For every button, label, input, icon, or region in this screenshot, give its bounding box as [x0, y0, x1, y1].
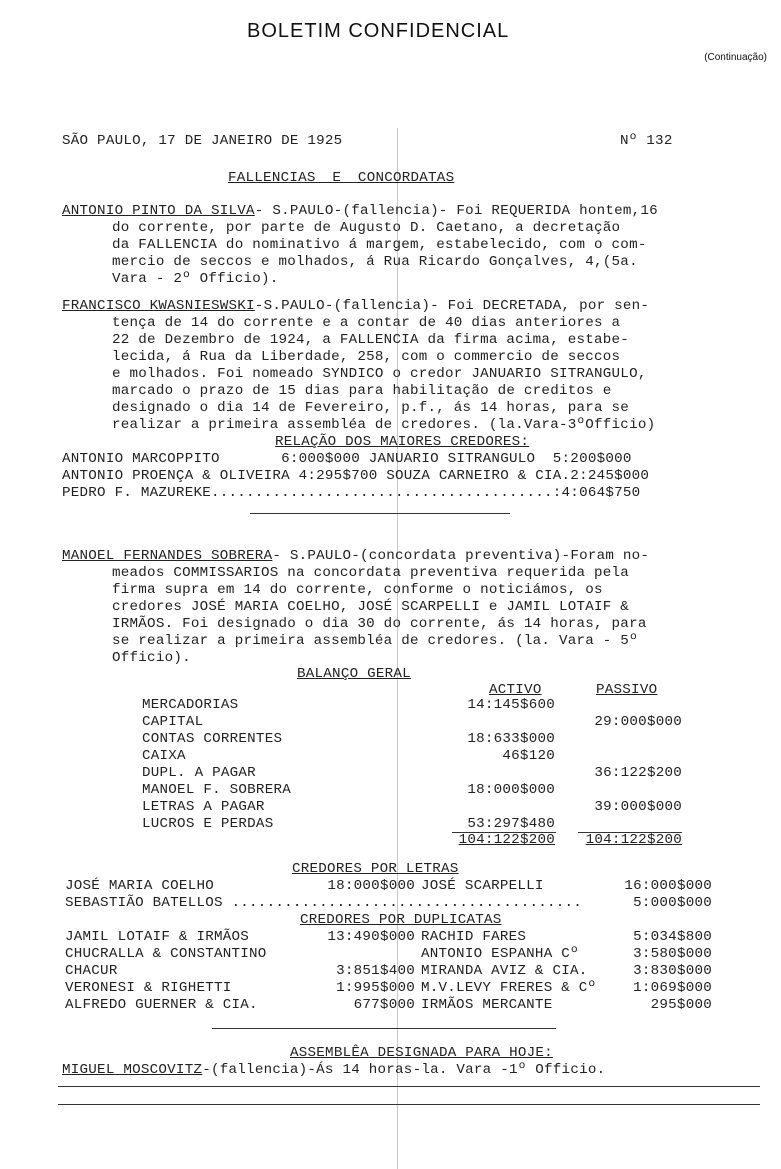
balance-label: MANOEL F. SOBRERA	[142, 782, 291, 798]
creditor-name: MIRANDA AVIZ & CIA.	[421, 963, 588, 979]
creditor-value: 13:490$000	[327, 929, 415, 945]
entry-text: credores JOSÉ MARIA COELHO, JOSÉ SCARPELLI e JAMIL LOTAIF &	[112, 599, 630, 615]
creditor-name: ALFREDO GUERNER & CIA.	[65, 997, 258, 1013]
creditor-name: RACHID FARES	[421, 929, 527, 945]
duplicatas-heading: CREDORES POR DUPLICATAS	[300, 912, 502, 928]
creditor-name: M.V.LEVY FRERES & Cº	[421, 980, 597, 996]
passivo-header: PASSIVO	[596, 682, 658, 698]
entry-text: mercio de seccos e molhados, á Rua Ricardo Gonçalves, 4,(5a.	[112, 254, 638, 270]
bulletin-number: Nº 132	[620, 133, 673, 149]
assembly-heading: ASSEMBLÊA DESIGNADA PARA HOJE:	[290, 1045, 553, 1061]
creditors-heading: RELAÇÃO DOS MAIORES CREDORES:	[275, 434, 530, 450]
total-activo: 104:122$200	[458, 832, 555, 848]
entry-text: marcado o prazo de 15 dias para habilitação de creditos e	[112, 383, 612, 399]
creditor-value: 1:069$000	[633, 980, 712, 996]
entry-1-line-1	[62, 203, 658, 219]
creditor-name: JOSÉ SCARPELLI	[421, 878, 544, 894]
balance-activo: 18:633$000	[467, 731, 555, 747]
assembly-text: -(fallencia)-Ás 14 horas-la. Vara -1º Officio.	[202, 1062, 606, 1078]
creditor-name: JOSÉ MARIA COELHO	[65, 878, 214, 894]
balance-activo: 14:145$600	[467, 697, 555, 713]
entry-text: do corrente, por parte de Augusto D. Caetano, a decretação	[112, 220, 621, 236]
creditor-name: CHUCRALLA & CONSTANTINO	[65, 946, 267, 962]
balance-label: MERCADORIAS	[142, 697, 239, 713]
entry-text: - S.PAULO-(concordata preventiva)-Foram no-	[272, 548, 650, 564]
continuation-label: (Continuação)	[704, 52, 767, 63]
creditor-value: 5:034$800	[633, 929, 712, 945]
balance-label: LETRAS A PAGAR	[142, 799, 265, 815]
balance-passivo: 39:000$000	[594, 799, 682, 815]
creditor-value: 3:830$000	[633, 963, 712, 979]
creditor-name: CHACUR	[65, 963, 118, 979]
entry-text: IRMÃOS. Foi designado o dia 30 do corrente, ás 14 horas, para	[112, 616, 647, 632]
creditor-name: SEBASTIÃO BATELLOS ........................................	[65, 895, 583, 911]
creditor-value: 677$000	[353, 997, 415, 1013]
entry-text: meados COMMISSARIOS na concordata preventiva requerida pela	[112, 565, 630, 581]
entry-text: 22 de Dezembro de 1924, a FALLENCIA da firma acima, estabe-	[112, 332, 630, 348]
bottom-rule	[58, 1104, 760, 1105]
creditor-name: JAMIL LOTAIF & IRMÃOS	[65, 929, 250, 945]
place-date: SÃO PAULO, 17 DE JANEIRO DE 1925	[62, 133, 343, 149]
entry-text: - S.PAULO-(fallencia)- Foi REQUERIDA hontem,16	[254, 203, 658, 219]
assembly-line	[62, 1062, 605, 1078]
entry-name: FRANCISCO KWASNIESWSKI	[62, 298, 255, 314]
separator-rule	[212, 1028, 556, 1029]
entry-2-line-1	[62, 298, 649, 314]
balance-activo: 46$120	[502, 748, 555, 764]
creditor-value: 1:995$000	[336, 980, 415, 996]
creditor-value: 16:000$000	[624, 878, 712, 894]
bottom-rule	[58, 1086, 760, 1087]
section-title: FALLENCIAS E CONCORDATAS	[228, 170, 455, 186]
creditor-line: ANTONIO MARCOPPITO 6:000$000 JANUARIO SITRANGULO 5:200$000	[62, 451, 632, 467]
creditor-value: 295$000	[650, 997, 712, 1013]
separator-rule	[250, 513, 510, 514]
creditor-line: PEDRO F. MAZUREKE.......................................:4:064$750	[62, 485, 641, 501]
balance-title: BALANÇO GERAL	[297, 666, 411, 682]
creditor-name: IRMÃOS MERCANTE	[421, 997, 553, 1013]
entry-text: e molhados. Foi nomeado SYNDICO o credor JANUARIO SITRANGULO,	[112, 366, 647, 382]
creditor-line: ANTONIO PROENÇA & OLIVEIRA 4:295$700 SOUZA CARNEIRO & CIA.2:245$000	[62, 468, 650, 484]
balance-label: CAPITAL	[142, 714, 204, 730]
entry-name: ANTONIO PINTO DA SILVA	[62, 203, 255, 219]
creditor-value: 3:580$000	[633, 946, 712, 962]
entry-text: firma supra em 14 do corrente, conforme o noticiámos, os	[112, 582, 603, 598]
entry-text: designado o dia 14 de Fevereiro, p.f., ás 14 horas, para se	[112, 400, 630, 416]
balance-activo: 18:000$000	[467, 782, 555, 798]
balance-passivo: 29:000$000	[594, 714, 682, 730]
document-title: BOLETIM CONFIDENCIAL	[247, 20, 510, 42]
balance-passivo: 36:122$200	[594, 765, 682, 781]
activo-header: ACTIVO	[489, 682, 542, 698]
creditor-name: ANTONIO ESPANHA Cº	[421, 946, 579, 962]
balance-label: CONTAS CORRENTES	[142, 731, 283, 747]
entry-text: lecida, á Rua da Liberdade, 258, com o commercio de seccos	[112, 349, 621, 365]
creditor-value: 5:000$000	[633, 895, 712, 911]
entry-text: da FALLENCIA do nominativo á margem, estabelecido, com o com-	[112, 237, 647, 253]
entry-text: tença de 14 do corrente e a contar de 40 dias anteriores a	[112, 315, 621, 331]
entry-name: MANOEL FERNANDES SOBRERA	[62, 548, 273, 564]
balance-activo: 53:297$480	[467, 816, 555, 832]
entry-text: -S.PAULO-(fallencia)- Foi DECRETADA, por sen-	[254, 298, 650, 314]
creditor-value: 18:000$000	[327, 878, 415, 894]
balance-label: LUCROS E PERDAS	[142, 816, 274, 832]
entry-text: Vara - 2º Officio).	[112, 271, 279, 287]
entry-text: Officio).	[112, 650, 191, 666]
entry-text: realizar a primeira assembléa de credores. (la.Vara-3ºOfficio)	[112, 417, 656, 433]
creditor-value: 3:851$400	[336, 963, 415, 979]
total-passivo: 104:122$200	[585, 832, 682, 848]
balance-label: CAIXA	[142, 748, 186, 764]
entry-text: se realizar a primeira assembléa de credores. (la. Vara - 5º	[112, 633, 638, 649]
entry-3-line-1	[62, 548, 649, 564]
assembly-name: MIGUEL MOSCOVITZ	[62, 1062, 203, 1078]
letters-heading: CREDORES POR LETRAS	[292, 861, 459, 877]
balance-label: DUPL. A PAGAR	[142, 765, 256, 781]
creditor-name: VERONESI & RIGHETTI	[65, 980, 232, 996]
